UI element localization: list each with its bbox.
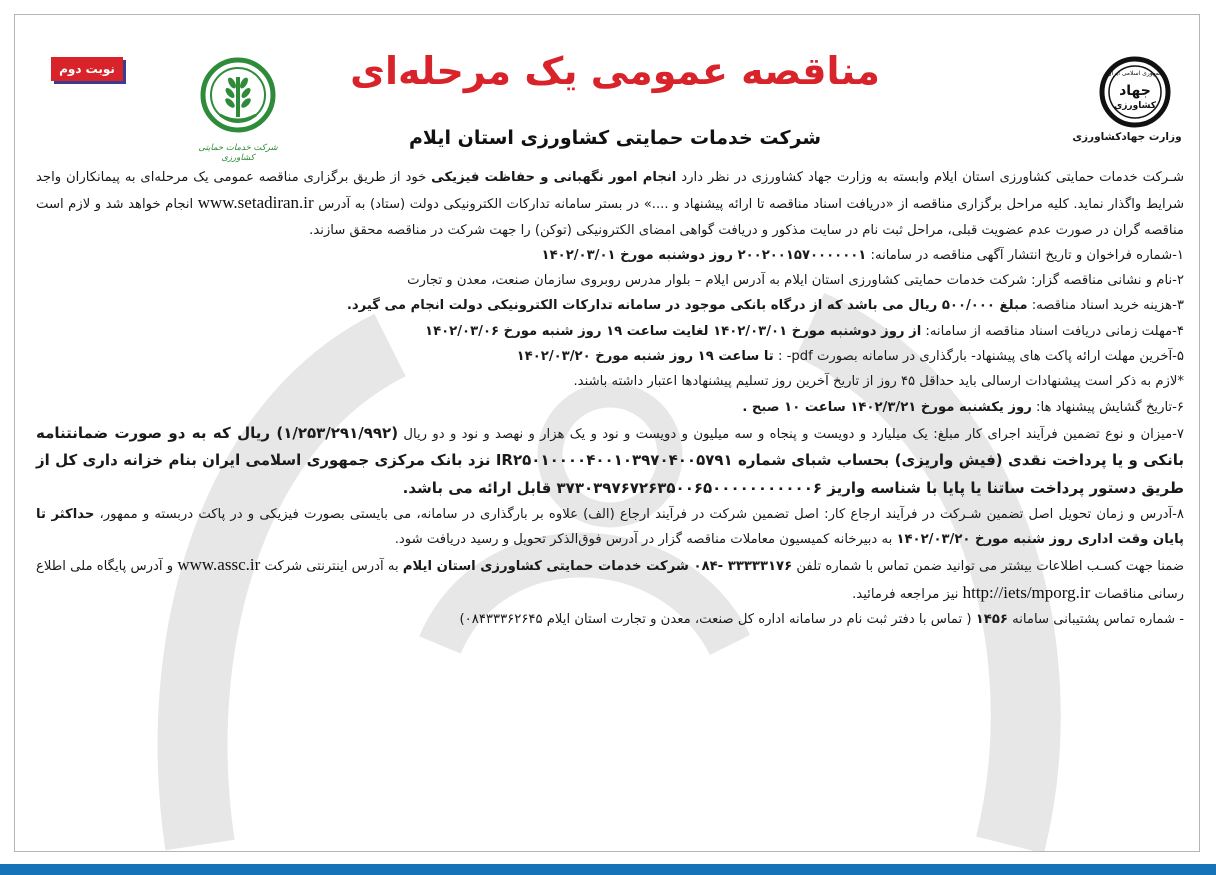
- bottom-bar: [0, 864, 1216, 875]
- second-publication-badge: نوبت دوم: [51, 57, 123, 81]
- item-8-bold: حداکثر تا پایان وقت اداری روز شنبه مورخ ۱۴۰۲/۰۳/۲۰: [36, 506, 1184, 548]
- item-7-bold: (۱/۲۵۳/۲۹۱/۹۹۲) ریال که به دو صورت ضمانتنامه بانکی و یا پرداخت نقدی (فیش واریزی) بحساب شبای شماره IR۲۵۰۱۰۰۰۰۴۰۰۱۰۳۹۷۰۴۰۰۵۷۹۱ نزد بانک مرکزی جمهوری اسلامی ایران بنام خزانه داری کل از طریق دستور پرداخت ساتنا یا پایا با شناسه واریز ۳۷۳۰۳۹۷۶۷۲۶۳۵۰۰۶۵۰۰۰۰۰۰۰۰۰۰۰۶ قابل ارائه می باشد.: [36, 423, 1184, 497]
- item-5-bold: تا ساعت ۱۹ روز شنبه مورخ ۱۴۰۲/۰۳/۲۰: [516, 349, 774, 365]
- company-logo: [183, 53, 293, 163]
- intro-paragraph: [36, 165, 1184, 243]
- contact-text-1: ضمنا جهت کسـب اطلاعات بیشتر می توانید ضمن تماس با شماره تلفن: [792, 559, 1185, 575]
- jahad-logo-icon: [1098, 55, 1172, 129]
- intro-text-2: خود از طریق برگزاری مناقصه عمومی یک مرحله‌ای به پیمانکاران واجد شرایط واگذار نماید. کلیه مراحل برگزاری مناقصه از «دریافت اسناد مناقصه تا ارائه پیشنهاد و ....» در بستر سامانه تدارکات الکترونیکی دولت (ستاد) به آدرس: [36, 170, 1184, 213]
- item-2: ۲-نام و نشانی مناقصه گزار: شرکت خدمات حمایتی کشاورزی استان ایلام به آدرس ایلام – بلوار مدرس روبروی سازمان صنعت، معدن و تجارت: [407, 273, 1184, 289]
- notice-body: [36, 165, 1184, 632]
- item-6: [36, 395, 1184, 420]
- intro-text-3: انجام خواهد شد و لازم است مناقصه گران در صورت عدم عضویت قبلی، مراحل ثبت نام در سایت مذکور و دریافت گواهی امضای الکترونیکی (توکن) را جهت شرکت در مناقصه محقق سازند.: [36, 197, 1184, 238]
- jahad-logo-main-text: جهاد: [1119, 83, 1151, 99]
- contact-bold: ۳۳۳۳۳۱۷۶ -۰۸۴ شرکت خدمات حمایتی کشاورزی استان ایلام: [402, 559, 793, 575]
- item-4-text: ۴-مهلت زمانی دریافت اسناد مناقصه از سامانه:: [921, 323, 1184, 339]
- intro-bold: انجام امور نگهبانی و حفاظت فیزیکی: [431, 170, 677, 185]
- item-8: [36, 502, 1184, 553]
- item-5: [36, 344, 1184, 369]
- item-3-bold: مبلغ ۵۰۰/۰۰۰ ریال می باشد که از درگاه بانکی موجود در سامانه تدارکات الکترونیکی دولت انجام می گیرد.: [346, 298, 1028, 314]
- item-4-bold: از روز دوشنبه مورخ ۱۴۰۲/۰۳/۰۱ لغایت ساعت ۱۹ روز شنبه مورخ ۱۴۰۲/۰۳/۰۶: [425, 323, 922, 339]
- setadiran-link[interactable]: www.setadiran.ir: [197, 193, 314, 213]
- company-name: شرکت خدمات حمایتی کشاورزی استان ایلام: [409, 127, 821, 149]
- ministry-logo: [1072, 55, 1182, 145]
- item-1: [36, 243, 1184, 268]
- item-1-bold: ۲۰۰۲۰۰۱۵۷۰۰۰۰۰۰۱ روز دوشنبه مورخ ۱۴۰۲/۰۳/۰۱: [541, 247, 867, 263]
- ministry-caption: وزارت جهادکشاورزی: [1072, 131, 1182, 143]
- jahad-logo-sub-text: کشاورزی: [1114, 101, 1156, 111]
- contact-text-4: نیز مراجعه فرمائید.: [852, 586, 963, 602]
- wheat-logo-icon: [196, 53, 280, 137]
- support-text-2: ( تماس با دفتر ثبت نام در سامانه اداره کل صنعت، معدن و تجارت استان ایلام ۰۸۴۳۳۳۶۲۶۴۵): [459, 612, 976, 628]
- contact-paragraph: [36, 552, 1184, 607]
- item-5-text: ۵-آخرین مهلت ارائه پاکت های پیشنهاد- بارگذاری در سامانه بصورت pdf- :: [773, 349, 1184, 365]
- intro-text-1: شـرکت خدمات حمایتی کشاورزی استان ایلام وابسته به وزارت جهاد کشاورزی در نظر دارد: [676, 170, 1184, 185]
- assc-link[interactable]: www.assc.ir: [177, 555, 261, 575]
- item-6-bold: روز یکشنبه مورخ ۱۴۰۲/۳/۲۱ ساعت ۱۰ صبح .: [742, 399, 1032, 415]
- support-line: [36, 607, 1184, 632]
- contact-text-3: و آدرس پایگاه ملی اطلاع رسانی مناقصات: [36, 559, 1184, 602]
- iets-link[interactable]: http://iets/mporg.ir: [962, 582, 1091, 602]
- item-1-text: ۱-شماره فراخوان و تاریخ انتشار آگهی مناقصه در سامانه:: [866, 247, 1184, 263]
- validity-note: *لازم به ذکر است پیشنهادات ارسالی باید حداقل ۴۵ روز از تاریخ آخرین روز تسلیم پیشنهادها اعتبار داشته باشند.: [573, 374, 1184, 390]
- item-7-text: ۷-میزان و نوع تضمین فرآیند اجرای کار مبلغ: یک میلیارد و دویست و پنجاه و سه میلیون و دویست و نود و یک هزار و نهصد و نود و دو ریال: [398, 426, 1184, 442]
- contact-text-2: به آدرس اینترنتی شرکت: [260, 559, 403, 575]
- page-title: مناقصه عمومی یک مرحله‌ای: [350, 49, 880, 93]
- item-4: [36, 319, 1184, 344]
- jahad-logo-top-text: جمهوری اسلامی ایران: [1107, 70, 1163, 77]
- item-7: [36, 420, 1184, 502]
- support-number: ۱۴۵۶: [975, 612, 1008, 628]
- item-3-text: ۳-هزینه خرید اسناد مناقصه:: [1027, 298, 1184, 314]
- item-8-text-2: به دبیرخانه کمیسیون معاملات مناقصه گزار در آدرس فوق‌الذکر تحویل و رسید دریافت شود.: [394, 532, 897, 548]
- support-text-1: - شماره تماس پشتیبانی سامانه: [1007, 612, 1184, 628]
- company-logo-caption: شرکت خدمات حمایتی کشاورزی: [198, 143, 278, 163]
- item-3: [36, 293, 1184, 318]
- item-8-text-1: ۸-آدرس و زمان تحویل اصل تضمین شـرکت در فرآیند ارجاع کار: اصل تضمین شرکت در فرآیند ارجاع (الف) علاوه بر بارگذاری در سامانه، می بایستی بصورت فیزیکی و در پاکت دربسته و ممهور،: [94, 506, 1184, 522]
- item-6-text: ۶-تاریخ گشایش پیشنهاد ها:: [1031, 399, 1184, 415]
